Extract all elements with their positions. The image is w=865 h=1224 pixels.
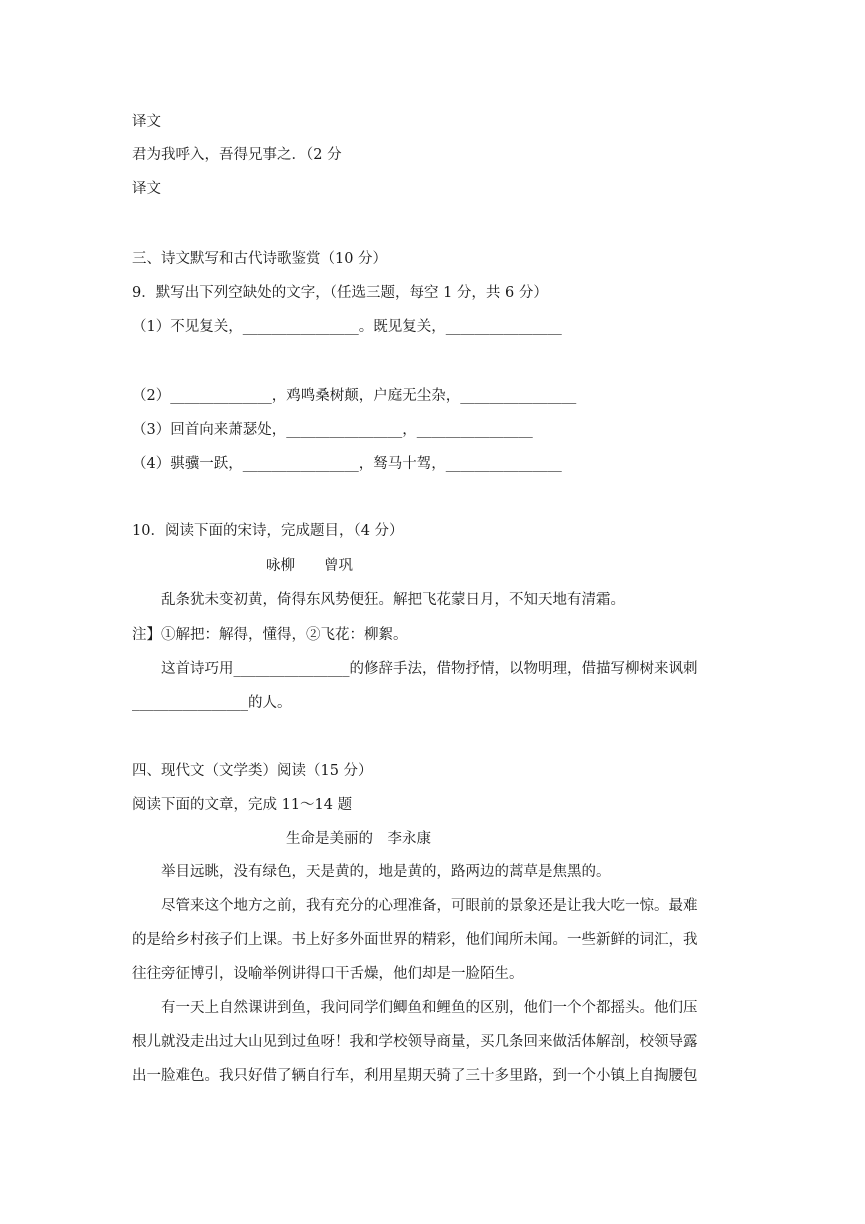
- article-line: 举目远眺，没有绿色，天是黄的，地是黄的，路两边的蒿草是焦黑的。: [161, 864, 611, 880]
- poem-note: 注】①解把：解得，懂得，②飞花：柳絮。: [132, 627, 408, 643]
- fill-blank-item: （3）回首向来萧瑟处，________________，________________: [132, 422, 533, 438]
- article-line: 尽管来这个地方之前，我有充分的心理准备，可眼前的景象还是让我大吃一惊。最难: [161, 898, 698, 914]
- classical-sentence: 君为我呼入，吾得兄事之．（2 分: [132, 147, 342, 163]
- article-line: 往往旁征博引，设喻举例讲得口干舌燥，他们却是一脸陌生。: [132, 966, 524, 982]
- article-line: 的是给乡村孩子们上课。书上好多外面世界的精彩，他们闻所未闻。一些新鲜的词汇，我: [132, 932, 698, 948]
- reading-instruction: 阅读下面的文章，完成 11～14 题: [132, 797, 353, 813]
- translation-label: 译文: [132, 181, 161, 197]
- article-title: 生命是美丽的 李永康: [286, 831, 431, 847]
- section-heading: 三、诗文默写和古代诗歌鉴赏（10 分）: [132, 251, 388, 267]
- fill-blank-item: （2）______________，鸡鸣桑树颠，户庭无尘杂，________________: [132, 388, 577, 404]
- article-line: 出一脸难色。我只好借了辆自行车，利用星期天骑了三十多里路，到一个小镇上自掏腰包: [132, 1068, 698, 1084]
- question-text: 这首诗巧用________________的修辞手法，借物抒情，以物明理，借描写柳树来讽刺: [161, 661, 698, 677]
- poem-title: 咏柳 曾巩: [266, 558, 353, 574]
- fill-blank-item: （4）骐骥一跃，________________，驽马十驾，________________: [132, 456, 562, 472]
- poem-text: 乱条犹未变初黄，倚得东风势便狂。解把飞花蒙日月，不知天地有清霜。: [161, 592, 625, 608]
- question-prompt: 10．阅读下面的宋诗，完成题目，（4 分）: [132, 523, 404, 539]
- fill-blank-item: （1）不见复关，________________。既见复关，________________: [132, 319, 562, 335]
- article-line: 有一天上自然课讲到鱼，我问同学们鲫鱼和鲤鱼的区别，他们一个个都摇头。他们压: [161, 1000, 698, 1016]
- question-prompt: 9．默写出下列空缺处的文字，（任选三题，每空 1 分，共 6 分）: [132, 285, 548, 301]
- section-heading: 四、现代文（文学类）阅读（15 分）: [132, 763, 373, 779]
- translation-label: 译文: [132, 114, 161, 130]
- question-text: ________________的人。: [132, 695, 292, 711]
- article-line: 根儿就没走出过大山见到过鱼呀！我和学校领导商量，买几条回来做活体解剖，校领导露: [132, 1034, 698, 1050]
